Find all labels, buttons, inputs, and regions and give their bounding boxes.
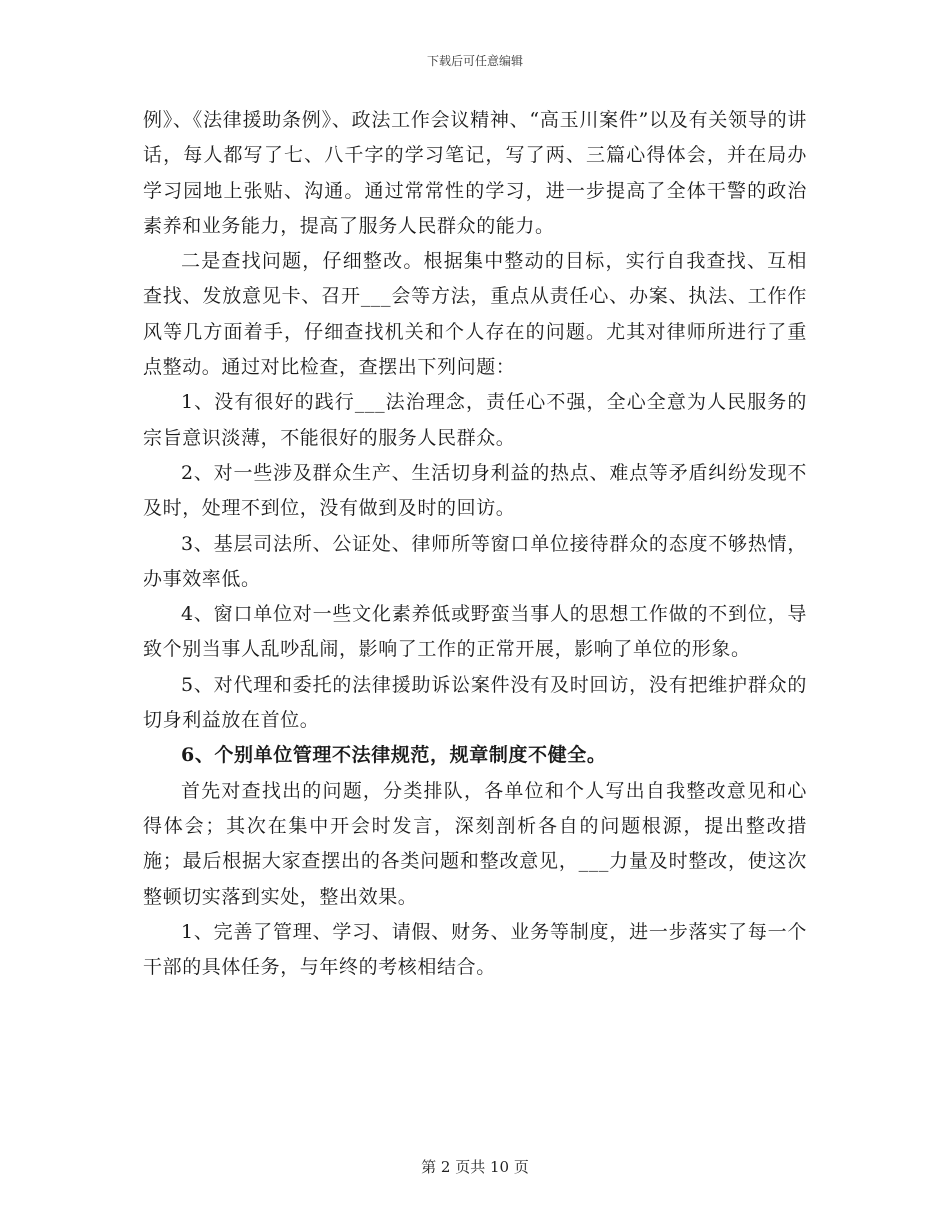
page-number: 第 2 页共 10 页 — [421, 1158, 529, 1176]
paragraph-find-problems: 二是查找问题，仔细整改。根据集中整动的目标，实行自我查找、互相查找、发放意见卡、召开___会等方法，重点从责任心、办案、执法、工作作风等几方面着手，仔细查找机关和个人存在的问题。尤其对律师所进行了重点整动。通过对比检查，查摆出下列问题： — [143, 250, 807, 379]
list-item-problem-3: 3、基层司法所、公证处、律师所等窗口单位接待群众的态度不够热情，办事效率低。 — [143, 532, 807, 590]
list-item-problem-2: 2、对一些涉及群众生产、生活切身利益的热点、难点等矛盾纠纷发现不及时，处理不到位，没有做到及时的回访。 — [143, 461, 807, 520]
list-item-measure-1: 1、完善了管理、学习、请假、财务、业务等制度，进一步落实了每一个干部的具体任务，与年终的考核相结合。 — [143, 920, 807, 979]
list-item-problem-4: 4、窗口单位对一些文化素养低或野蛮当事人的思想工作做的不到位，导致个别当事人乱吵乱闹，影响了工作的正常开展，影响了单位的形象。 — [143, 603, 807, 661]
header-note: 下载后可任意编辑 — [426, 54, 523, 68]
paragraph-rectification: 首先对查找出的问题，分类排队，各单位和个人写出自我整改意见和心得体会；其次在集中开会时发言，深刻剖析各自的问题根源，提出整改措施；最后根据大家查摆出的各类问题和整改意见，___力量及时整改，使这次整顿切实落到实处，整出效果。 — [143, 779, 807, 908]
document-body — [143, 103, 807, 985]
list-item-problem-5: 5、对代理和委托的法律援助诉讼案件没有及时回访，没有把维护群众的切身利益放在首位。 — [143, 673, 807, 732]
list-item-problem-1: 1、没有很好的践行___法治理念，责任心不强，全心全意为人民服务的宗旨意识淡薄，不能很好的服务人民群众。 — [143, 391, 807, 449]
list-item-problem-6: 6、个别单位管理不法律规范，规章制度不健全。 — [181, 744, 607, 767]
paragraph-study-continuation: 例》、《法律援助条例》、政法工作会议精神、“高玉川案件”以及有关领导的讲话，每人都写了七、八千字的学习笔记，写了两、三篇心得体会，并在局办学习园地上张贴、沟通。通过常常性的学习，进一步提高了全体干警的政治素养和业务能力，提高了服务人民群众的能力。 — [143, 109, 807, 237]
